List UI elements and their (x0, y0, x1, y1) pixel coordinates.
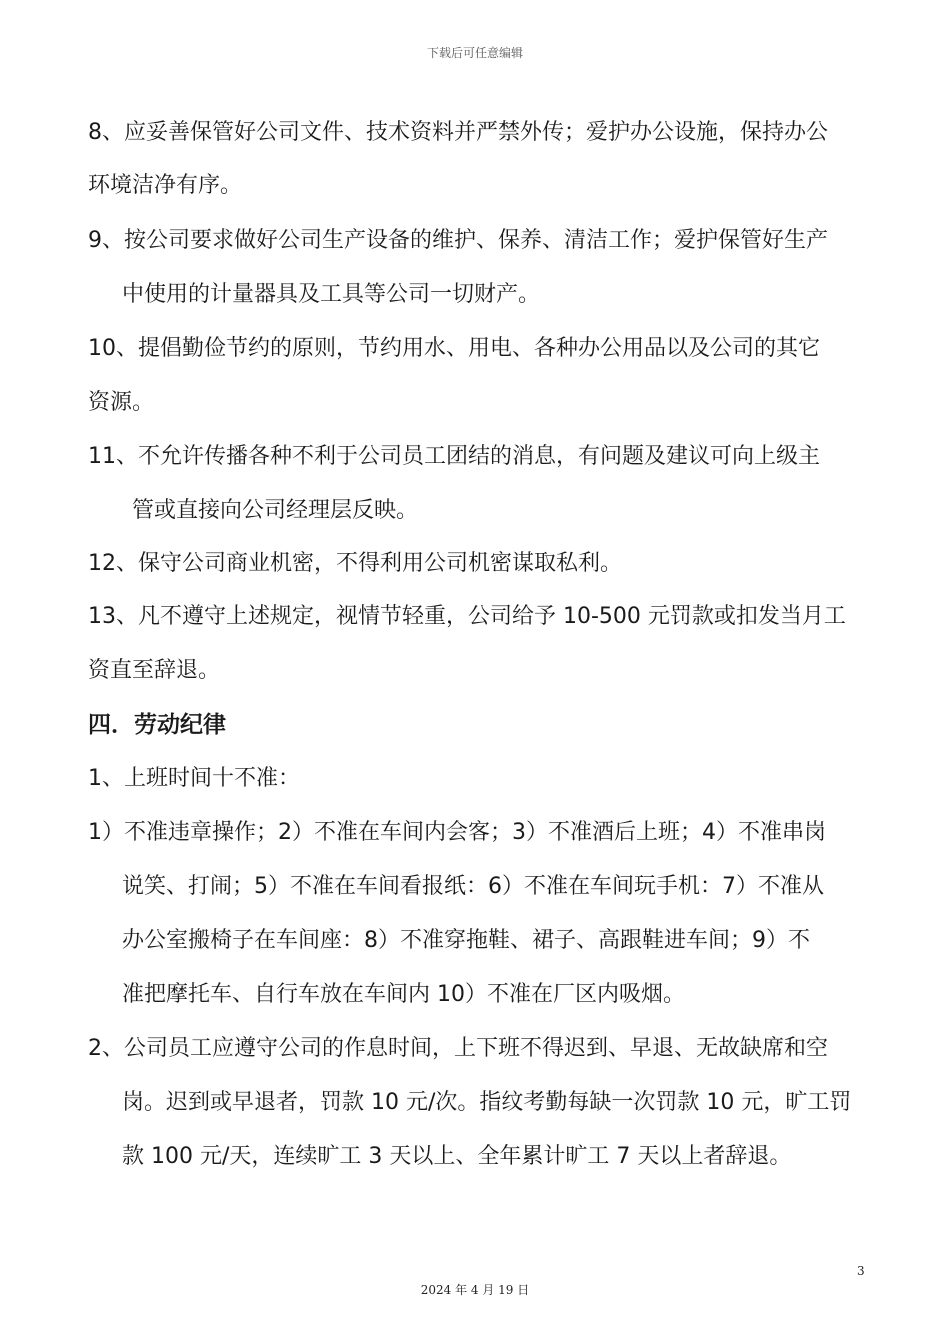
section-heading: 四．劳动纪律 (88, 712, 226, 738)
text-line: 准把摩托车、自行车放在车间内 10）不准在厂区内吸烟。 (122, 982, 685, 1007)
text-line: 1、上班时间十不准： (88, 766, 300, 791)
text-line: 说笑、打闹；5）不准在车间看报纸：6）不准在车间玩手机：7）不准从 (122, 874, 824, 899)
text-line: 资源。 (88, 390, 155, 415)
footer-date: 2024 年 4 月 19 日 (420, 1283, 530, 1297)
text-line: 环境洁净有序。 (88, 173, 243, 198)
text-line: 10、提倡勤俭节约的原则，节约用水、用电、各种办公用品以及公司的其它 (88, 336, 820, 361)
text-line: 8、应妥善保管好公司文件、技术资料并严禁外传；爱护办公设施，保持办公 (88, 120, 828, 145)
text-line: 1）不准违章操作；2）不准在车间内会客；3）不准酒后上班；4）不准串岗 (88, 820, 826, 845)
text-line: 11、不允许传播各种不利于公司员工团结的消息，有问题及建议可向上级主 (88, 444, 820, 469)
text-line: 13、凡不遵守上述规定，视情节轻重，公司给予 10-500 元罚款或扣发当月工 (88, 604, 846, 629)
text-line: 2、公司员工应遵守公司的作息时间，上下班不得迟到、早退、无故缺席和空 (88, 1036, 828, 1061)
text-line: 管或直接向公司经理层反映。 (132, 498, 419, 523)
text-line: 9、按公司要求做好公司生产设备的维护、保养、清洁工作；爱护保管好生产 (88, 228, 828, 253)
text-line: 办公室搬椅子在车间座：8）不准穿拖鞋、裙子、高跟鞋进车间；9）不 (122, 928, 810, 953)
text-line: 中使用的计量器具及工具等公司一切财产。 (122, 282, 541, 307)
text-line: 岗。迟到或早退者，罚款 10 元/次。指纹考勤每缺一次罚款 10 元，旷工罚 (122, 1090, 852, 1115)
text-line: 款 100 元/天，连续旷工 3 天以上、全年累计旷工 7 天以上者辞退。 (122, 1144, 792, 1169)
page-number: 3 (857, 1264, 865, 1278)
text-line: 12、保守公司商业机密，不得利用公司机密谋取私利。 (88, 551, 622, 576)
text-line: 资直至辞退。 (88, 658, 221, 683)
page-header: 下载后可任意编辑 (426, 46, 523, 60)
